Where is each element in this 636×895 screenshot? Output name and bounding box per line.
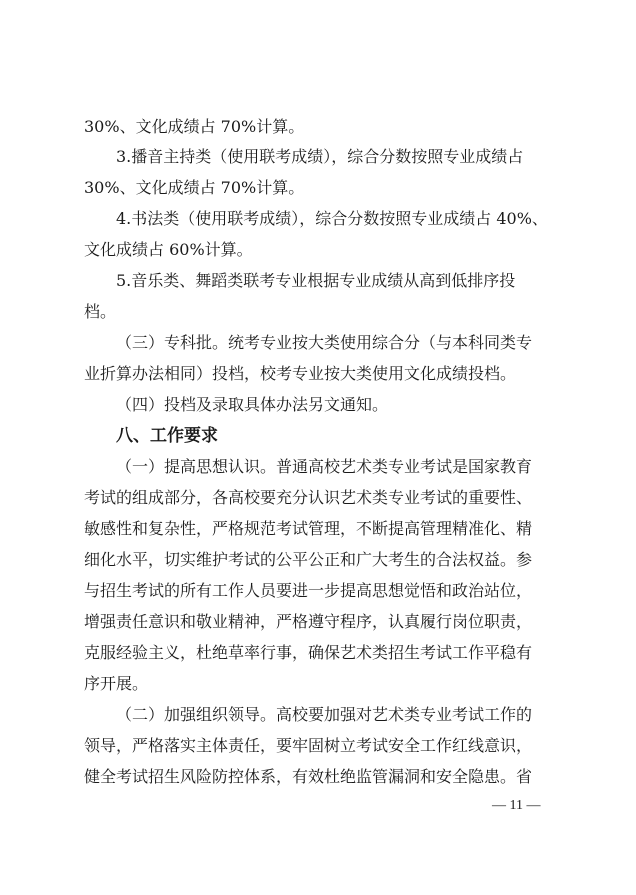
text-line-4: 4.书法类（使用联考成绩），综合分数按照专业成绩占 40%、 [116,209,548,228]
text-line-16: 与招生考试的所有工作人员要进一步提高思想觉悟和政治站位， [84,581,533,600]
text-line-7: 档。 [84,302,117,321]
text-line-8: （三）专科批。统考专业按大类使用综合分（与本科同类专 [116,333,533,352]
text-line-10: （四）投档及录取具体办法另文通知。 [116,395,389,414]
text-line-22: 健全考试招生风险防控体系，有效杜绝监管漏洞和安全隐患。省 [84,767,533,786]
text-line-5: 文化成绩占 60%计算。 [84,240,253,259]
text-line-15: 细化水平，切实维护考试的公平公正和广大考生的合法权益。参 [84,550,533,569]
text-line-12: （一）提高思想认识。普通高校艺术类专业考试是国家教育 [116,457,533,476]
text-line-21: 领导，严格落实主体责任，要牢固树立考试安全工作红线意识， [84,736,533,755]
text-line-2: 3.播音主持类（使用联考成绩），综合分数按照专业成绩占 [116,147,524,166]
text-line-17: 增强责任意识和敬业精神，严格遵守程序，认真履行岗位职责， [84,612,533,631]
text-line-13: 考试的组成部分，各高校要充分认识艺术类专业考试的重要性、 [84,488,533,507]
section-heading: 八、工作要求 [116,426,218,446]
text-line-3: 30%、文化成绩占 70%计算。 [84,178,305,197]
text-line-18: 克服经验主义，杜绝草率行事，确保艺术类招生考试工作平稳有 [84,643,533,662]
text-line-19: 序开展。 [84,674,149,693]
text-line-9: 业折算办法相同）投档，校考专业按大类使用文化成绩投档。 [84,364,517,383]
text-line-14: 敏感性和复杂性，严格规范考试管理，不断提高管理精准化、精 [84,519,533,538]
text-line-6: 5.音乐类、舞蹈类联考专业根据专业成绩从高到低排序投 [116,271,516,290]
text-line-1: 30%、文化成绩占 70%计算。 [84,117,305,136]
page-number: — 11 — [492,798,541,813]
text-line-20: （二）加强组织领导。高校要加强对艺术类专业考试工作的 [116,705,533,724]
